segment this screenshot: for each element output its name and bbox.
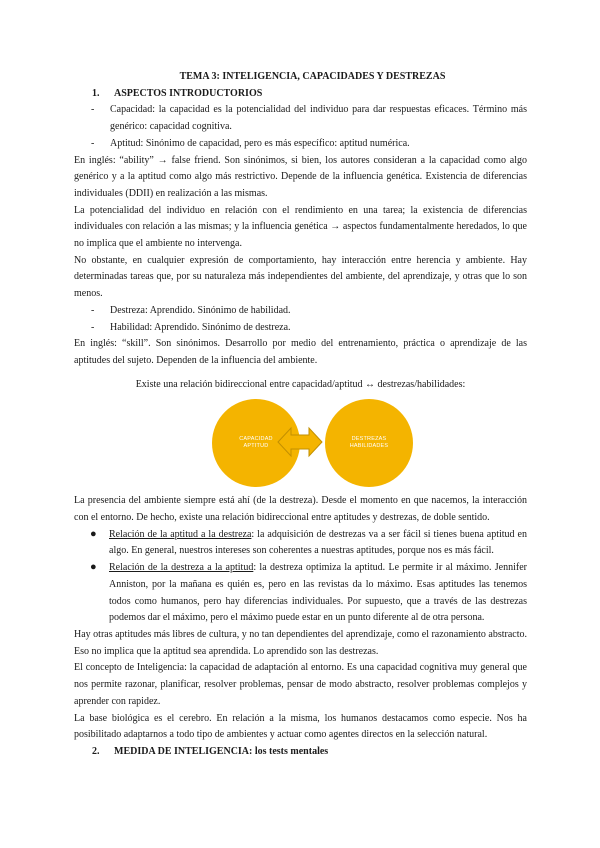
paragraph-potencialidad: La potencialidad del individuo en relación con el rendimiento en una tarea; la existencia de diferencias individuales con relación a las mismas; y la influencia genética → aspectos fundamentalmente heredados, lo que no implica que el ambiente no intervenga. (74, 204, 527, 250)
bullet-destreza-aptitud: ● Relación de la destreza a la aptitud: la destreza optimiza la aptitud. Le permite ir al máximo. Jennifer Anniston, por la mañana es quién es, pero en las revistas da lo máximo. Esas aptitudes las tenemos todos como humanos, pero hay diferencias individuales. Por supuesto, que a través de las destrezas podemos dar el máximo, pero el máximo puede estar en un punto diferente al de otra persona. (90, 561, 528, 624)
paragraph-otras-aptitudes: Hay otras aptitudes más libres de cultura, y no tan dependientes del aprendizaje, como el razonamiento abstracto. Eso no implica que la aptitud sea aprendida. Lo aprendido son las destrezas. (74, 628, 527, 657)
document-page (74, 69, 527, 761)
paragraph-base-biologica: La base biológica es el cerebro. En relación a la misma, los humanos destacamos como especie. Nos ha posibilitado adaptarnos a todo tipo de ambientes y actuar como agentes directos en la selección natural. (74, 712, 527, 741)
paragraph-ambiente: La presencia del ambiente siempre está ahí (de la destreza). Desde el momento en que nacemos, la interacción con el entorno. De hecho, existe una relación bidireccional entre aptitudes y destrezas, de doble sentido. (74, 495, 527, 524)
paragraph-inteligencia: El concepto de Inteligencia: la capacidad de adaptación al entorno. Es una capacidad cognitiva muy general que nos permite razonar, planificar, resolver problemas, pensar de modo abstracto, resolver problemas complejos y aprender con rapidez. (74, 662, 527, 707)
definition-habilidad: - Habilidad: Aprendido. Sinónimo de destreza. (91, 321, 291, 333)
relation-statement: Existe una relación bidireccional entre capacidad/aptitud ↔ destrezas/habilidades: (135, 378, 466, 390)
section-heading-2: 2. MEDIDA DE INTELIGENCIA: los tests mentales (92, 745, 329, 757)
paragraph-skill: En inglés: “skill”. Son sinónimos. Desarrollo por medio del entrenamiento, práctica o aprendizaje de las aptitudes del sujeto. Dependen de la influencia del ambiente. (74, 338, 527, 366)
document-title: TEMA 3: INTELIGENCIA, CAPACIDADES Y DESTREZAS (179, 71, 446, 82)
paragraph-herencia-ambiente: No obstante, en cualquier expresión de comportamiento, hay interacción entre herencia y ambiente. Hay determinadas tareas que, por su naturaleza más independientes del ambiente, del aprendizaje, y otras que lo son menos. (74, 254, 527, 300)
capacidad-aptitud-circle: CAPACIDAD APTITUD (212, 399, 300, 487)
destrezas-habilidades-circle: DESTREZAS HABILIDADES (325, 399, 413, 487)
definition-destreza: - Destreza: Aprendido. Sinónimo de habilidad. (91, 304, 291, 316)
paragraph-ability: En inglés: “ability” → false friend. Son sinónimos, si bien, los autores consideran a la capacidad como algo genérico y a la aptitud como algo más restrictivo. Depende de la influencia genética. Existencia de diferencias individuales (DDII) en realización a las mismas. (74, 154, 527, 199)
section-heading-1: 1. ASPECTOS INTRODUCTORIOS (92, 87, 263, 99)
bidirectional-arrow-icon (277, 425, 323, 459)
relation-diagram (74, 397, 527, 493)
definition-aptitud: - Aptitud: Sinónimo de capacidad, pero es más específico: aptitud numérica. (91, 137, 410, 149)
bullet-aptitud-destreza: ● Relación de la aptitud a la destreza: la adquisición de destrezas va a ser fácil si tienes buena aptitud en algo. En general, nuestros intereses son coherentes a nuestras aptitudes, porque nos es más fácil. (90, 527, 527, 557)
definition-capacidad: - Capacidad: la capacidad es la potencialidad del individuo para dar respuestas eficaces. Término más genérico: capacidad cognitiva. (91, 104, 527, 133)
